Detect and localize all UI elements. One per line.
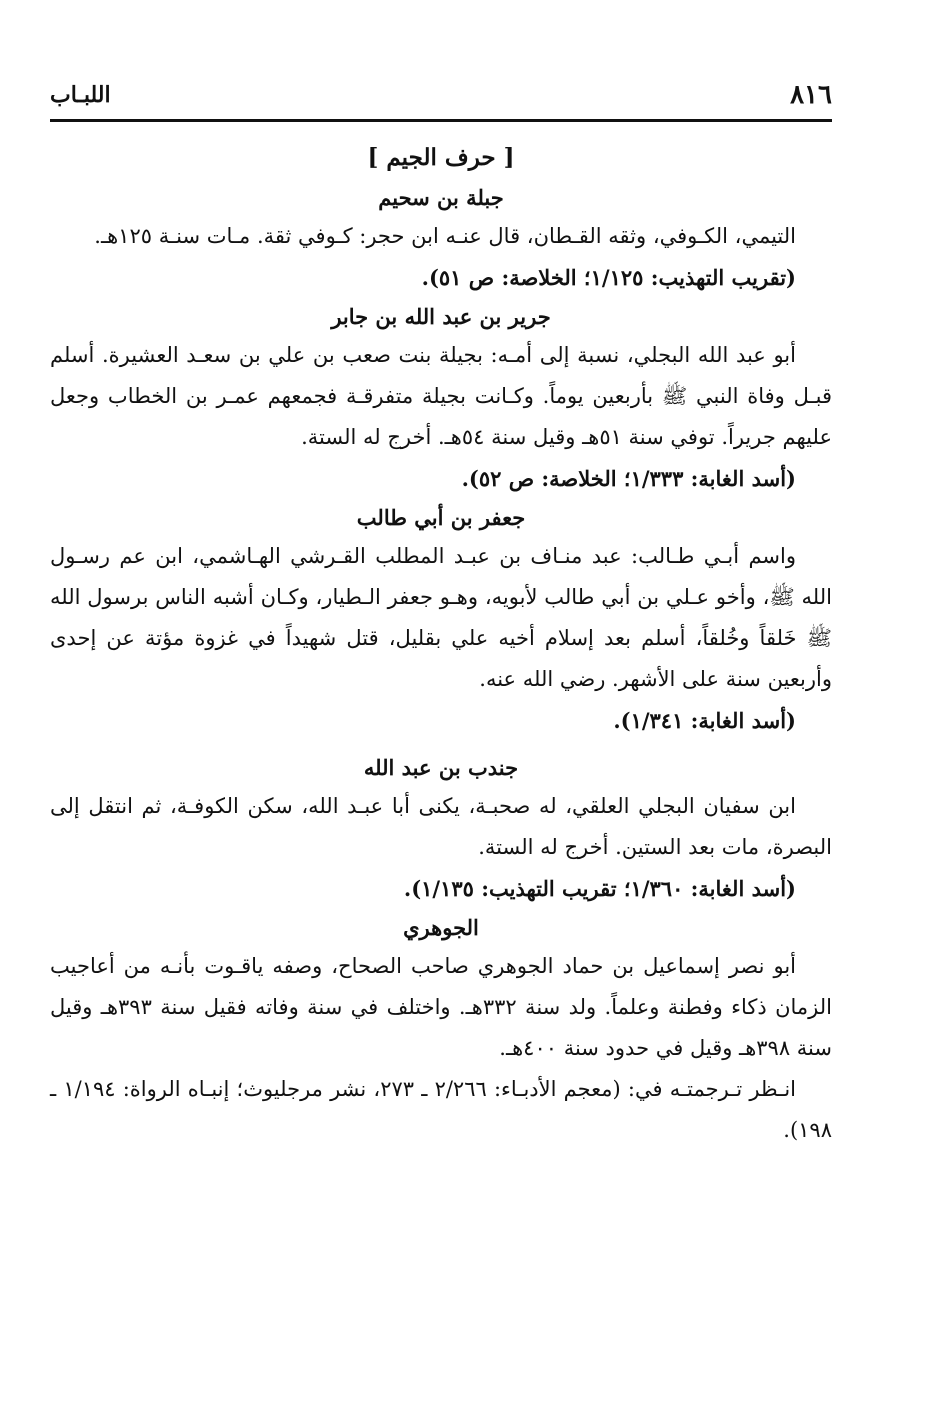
header-rule — [50, 119, 832, 122]
section-title: [ حرف الجيم ] — [367, 144, 515, 171]
entry-title: جندب بن عبد الله — [363, 755, 519, 780]
entry-reference: (أسد الغابة: ١/٣٣٣؛ الخلاصة: ص ٥٢). — [461, 466, 796, 491]
entry — [50, 755, 832, 909]
entry-title: جعفر بن أبي طالب — [356, 505, 526, 530]
entry-title: جبلة بن سحيم — [378, 185, 504, 210]
entry-paragraph: واسم أبـي طـالب: عبد منـاف بن عبـد المطلب القـرشي الهـاشمي، ابن عم رسـول الله ﷺ، وأخو عـلي بن أبي طالب لأبويه، وهـو جعفر الـطيار، وكـان أشبه الناس برسول الله ﷺ خَلقاً وخُلقاً، أسلم بعد إسلام أخيه علي بقليل، قتل شهيداً في غزوة مؤتة عن إحدى وأربعين سنة على الأشهر. رضي الله عنه. — [50, 544, 832, 691]
entry-paragraph: أبو عبد الله البجلي، نسبة إلى أمـه: بجيلة بنت صعب بن علي بن سعـد العشيرة. أسلم قبـل وفاة النبي ﷺ بأربعين يوماً. وكـانت بجيلة متفرقـة فجمعهم عمـر بن الخطاب وجعل عليهم جريراً. توفي سنة ٥١هـ وقيل سنة ٥٤هـ. أخرج له الستة. — [50, 343, 832, 449]
entry-reference: (أسد الغابة: ١/٣٤١). — [613, 708, 796, 733]
entry-paragraph: ابن سفيان البجلي العلقي، له صحبـة، يكنى أبا عبـد الله، سكن الكوفـة، ثم انتقل إلى البصرة، مات بعد الستين. أخرج له الستة. — [50, 794, 832, 859]
entry — [50, 505, 832, 741]
page-header — [50, 80, 832, 116]
running-title: اللبـاب — [50, 82, 111, 108]
entry — [50, 304, 832, 499]
entry-paragraph: أبو نصر إسماعيل بن حماد الجوهري صاحب الصحاح، وصفه ياقـوت بأنـه من أعاجيب الزمان ذكاء وفطنة وعلماً. ولد سنة ٣٣٢هـ. واختلف في سنة وفاته فقيل سنة ٣٩٣هـ وقيل سنة ٣٩٨هـ وقيل في حدود سنة ٤٠٠هـ. — [50, 954, 833, 1060]
entry-paragraph: انـظر تـرجمتـه في: (معجم الأدبـاء: ٢/٢٦٦ ـ ٢٧٣، نشر مرجليوث؛ إنبـاه الرواة: ١/١٩٤ ـ ١٩٨). — [50, 1077, 832, 1142]
entry-paragraph: التيمي، الكـوفي، وثقه القـطان، قال عنـه ابن حجر: كـوفي ثقة. مـات سنـة ١٢٥هـ. — [94, 224, 796, 248]
entry — [50, 185, 832, 298]
entry-reference: (تقريب التهذيب: ١/١٢٥؛ الخلاصة: ص ٥١). — [421, 265, 796, 290]
entry-reference: (أسد الغابة: ١/٣٦٠؛ تقريب التهذيب: ١/١٣٥). — [403, 876, 796, 901]
entry-title: جرير بن عبد الله بن جابر — [331, 304, 551, 329]
entry — [50, 915, 832, 1151]
page-content — [50, 140, 832, 1151]
page-number: ٨١٦ — [790, 80, 832, 110]
entry-title: الجوهري — [403, 915, 479, 940]
